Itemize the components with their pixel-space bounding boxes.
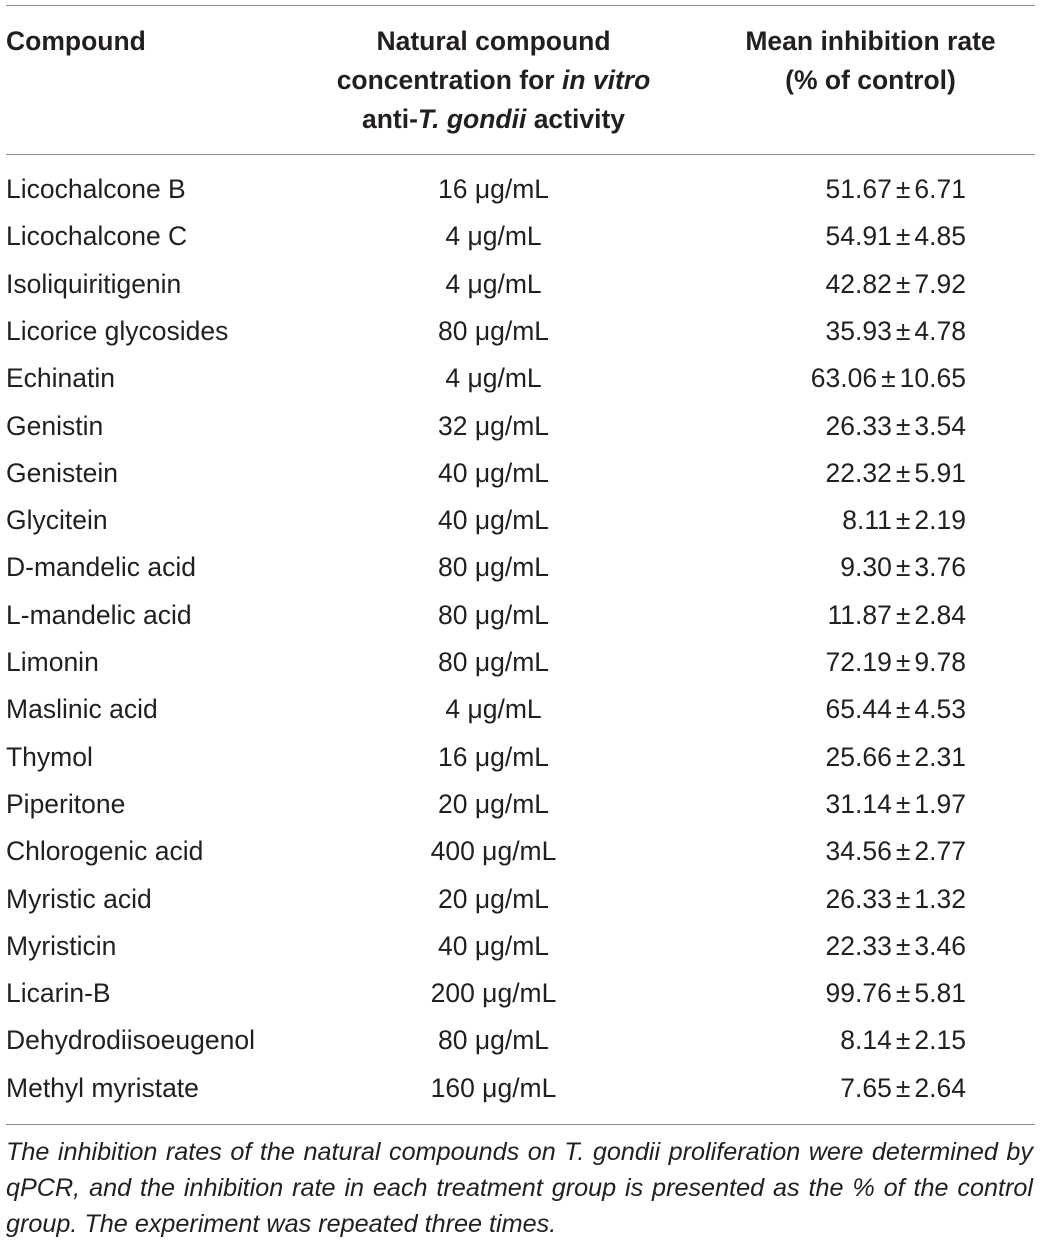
inhibition-rate <box>746 639 966 686</box>
table-footnote: The inhibition rates of the natural compounds on T. gondii proliferation were determined by qPCR, and the inhibition rate in each treatment group is presented as the % of the control group. The experiment was repeated three times. <box>6 1138 1033 1238</box>
inhibition-sd: 1.32 <box>914 883 966 914</box>
inhibition-rate <box>746 213 966 260</box>
table-row <box>6 544 1035 591</box>
compound-name: Isoliquiritigenin <box>6 268 182 299</box>
inhibition-sd: 5.81 <box>914 978 966 1009</box>
inhibition-mean: 63.06 <box>810 363 878 394</box>
compound-name: L-mandelic acid <box>6 599 192 630</box>
compound-concentration: 32 μg/mL <box>437 410 550 441</box>
inhibition-mean: 25.66 <box>825 741 892 772</box>
inhibition-mean: 8.11 <box>842 505 892 536</box>
top-rule <box>6 5 1035 6</box>
inhibition-rate <box>746 308 966 355</box>
compound-name: Dehydrodiisoeugenol <box>6 1025 255 1056</box>
table-row <box>6 592 1035 639</box>
compound-concentration: 200 μg/mL <box>430 978 557 1009</box>
compound-concentration: 20 μg/mL <box>437 788 550 819</box>
inhibition-sd: 3.54 <box>914 410 966 441</box>
table-row <box>6 970 1035 1017</box>
compound-name: Genistin <box>6 410 104 441</box>
inhibition-rate <box>746 828 966 875</box>
compound-concentration: 40 μg/mL <box>437 457 550 488</box>
inhibition-mean: 26.33 <box>825 410 892 441</box>
compound-name: Licarin-B <box>6 978 111 1009</box>
table-row <box>6 261 1035 308</box>
table-row <box>6 497 1035 544</box>
compound-name: Licochalcone B <box>6 174 186 204</box>
table-row <box>6 876 1035 923</box>
compound-name: Licorice glycosides <box>6 315 229 346</box>
table-row <box>6 734 1035 781</box>
plus-minus-symbol: ± <box>895 552 911 583</box>
plus-minus-symbol: ± <box>895 505 911 536</box>
table-row <box>6 686 1035 733</box>
table-row <box>6 1017 1035 1064</box>
inhibition-rate <box>746 734 966 781</box>
compound-name: Maslinic acid <box>6 694 158 725</box>
inhibition-rate <box>746 450 966 497</box>
plus-minus-symbol: ± <box>895 1072 911 1103</box>
inhibition-mean: 8.14 <box>840 1025 892 1056</box>
plus-minus-symbol: ± <box>895 174 911 204</box>
inhibition-mean: 7.65 <box>840 1072 892 1103</box>
inhibition-rate <box>746 781 966 828</box>
inhibition-rate <box>746 544 966 591</box>
inhibition-mean: 99.76 <box>825 978 892 1009</box>
inhibition-rate <box>746 261 966 308</box>
plus-minus-symbol: ± <box>881 363 896 394</box>
plus-minus-symbol: ± <box>895 410 911 441</box>
plus-minus-symbol: ± <box>895 788 911 819</box>
compound-concentration: 40 μg/mL <box>437 505 550 536</box>
inhibition-mean: 26.33 <box>825 883 892 914</box>
plus-minus-symbol: ± <box>895 599 911 630</box>
table-row <box>6 355 1035 402</box>
compound-concentration: 80 μg/mL <box>437 1025 550 1056</box>
inhibition-mean: 54.91 <box>825 221 892 252</box>
compound-name: D-mandelic acid <box>6 552 196 583</box>
inhibition-rate <box>746 1065 966 1112</box>
inhibition-rate <box>746 970 966 1017</box>
bottom-rule <box>6 1124 1035 1125</box>
compound-concentration: 4 μg/mL <box>445 268 542 299</box>
plus-minus-symbol: ± <box>895 741 911 772</box>
compound-name: Echinatin <box>6 363 116 394</box>
inhibition-sd: 1.97 <box>914 788 966 819</box>
inhibition-sd: 5.91 <box>914 457 966 488</box>
inhibition-sd: 2.19 <box>914 505 966 536</box>
plus-minus-symbol: ± <box>895 457 911 488</box>
compound-name: Licochalcone C <box>6 221 188 252</box>
compound-concentration: 40 μg/mL <box>437 930 550 961</box>
header-concentration: Natural compound concentration for in vitro anti-T. gondii activity <box>336 26 651 134</box>
compound-name: Myristic acid <box>6 883 152 914</box>
inhibition-rate <box>746 686 966 733</box>
plus-minus-symbol: ± <box>895 221 911 252</box>
table-row <box>6 450 1035 497</box>
plus-minus-symbol: ± <box>895 268 911 299</box>
compound-concentration: 80 μg/mL <box>437 315 550 346</box>
inhibition-sd: 4.78 <box>914 315 966 346</box>
inhibition-rate <box>746 497 966 544</box>
inhibition-mean: 42.82 <box>825 268 892 299</box>
inhibition-sd: 4.85 <box>914 221 966 252</box>
inhibition-sd: 9.78 <box>914 647 966 677</box>
inhibition-mean: 22.32 <box>825 457 892 488</box>
inhibition-sd: 2.31 <box>914 741 966 772</box>
inhibition-sd: 10.65 <box>899 363 966 394</box>
inhibition-mean: 9.30 <box>840 552 892 583</box>
table-row <box>6 308 1035 355</box>
compound-concentration: 80 μg/mL <box>437 599 550 630</box>
inhibition-rate <box>746 166 966 213</box>
inhibition-mean: 11.87 <box>827 599 892 630</box>
inhibition-mean: 35.93 <box>825 315 892 346</box>
inhibition-rate <box>746 403 966 450</box>
inhibition-mean: 31.14 <box>825 788 892 819</box>
inhibition-sd: 2.64 <box>914 1072 966 1103</box>
compound-concentration: 16 μg/mL <box>437 741 550 772</box>
inhibition-sd: 3.46 <box>914 930 966 961</box>
header-rule <box>6 154 1035 155</box>
plus-minus-symbol: ± <box>895 930 911 961</box>
inhibition-mean: 22.33 <box>825 930 892 961</box>
compound-concentration: 80 μg/mL <box>437 552 550 583</box>
inhibition-sd: 2.84 <box>914 599 966 630</box>
compound-concentration: 160 μg/mL <box>430 1072 557 1103</box>
compound-name: Methyl myristate <box>6 1072 199 1103</box>
inhibition-sd: 2.15 <box>914 1025 966 1056</box>
inhibition-sd: 6.71 <box>914 174 966 204</box>
plus-minus-symbol: ± <box>895 647 911 677</box>
compound-concentration: 20 μg/mL <box>437 883 550 914</box>
table-row <box>6 1065 1035 1112</box>
inhibition-rate <box>746 1017 966 1064</box>
table-row <box>6 639 1035 686</box>
inhibition-rate <box>746 923 966 970</box>
plus-minus-symbol: ± <box>895 694 911 725</box>
inhibition-mean: 65.44 <box>825 694 892 725</box>
plus-minus-symbol: ± <box>895 315 911 346</box>
plus-minus-symbol: ± <box>895 836 911 867</box>
table-row <box>6 781 1035 828</box>
compound-concentration: 80 μg/mL <box>437 647 550 677</box>
header-mean-inhibition: Mean inhibition rate (% of control) <box>745 26 996 95</box>
inhibition-sd: 4.53 <box>914 694 966 725</box>
compound-name: Genistein <box>6 457 118 488</box>
inhibition-rate <box>746 355 966 402</box>
inhibition-mean: 72.19 <box>825 647 892 677</box>
table-row <box>6 166 1035 213</box>
table-row <box>6 828 1035 875</box>
inhibition-mean: 34.56 <box>825 836 892 867</box>
inhibition-rate <box>746 876 966 923</box>
compound-concentration: 4 μg/mL <box>445 363 542 394</box>
compound-concentration: 16 μg/mL <box>437 174 550 204</box>
compound-name: Piperitone <box>6 788 126 819</box>
plus-minus-symbol: ± <box>895 883 911 914</box>
compound-concentration: 400 μg/mL <box>430 836 557 867</box>
table-row <box>6 403 1035 450</box>
inhibition-mean: 51.67 <box>825 174 892 204</box>
compound-concentration: 4 μg/mL <box>445 694 542 725</box>
compound-concentration: 4 μg/mL <box>445 221 542 252</box>
plus-minus-symbol: ± <box>895 1025 911 1056</box>
compound-name: Thymol <box>6 741 93 772</box>
compound-name: Chlorogenic acid <box>6 836 204 867</box>
inhibition-sd: 7.92 <box>914 268 966 299</box>
inhibition-rate <box>746 592 966 639</box>
compound-name: Myristicin <box>6 930 117 961</box>
compound-name: Glycitein <box>6 505 108 536</box>
header-compound: Compound <box>6 26 146 56</box>
table-row <box>6 923 1035 970</box>
compound-name: Limonin <box>6 647 99 677</box>
inhibition-sd: 3.76 <box>914 552 966 583</box>
plus-minus-symbol: ± <box>895 978 911 1009</box>
inhibition-sd: 2.77 <box>914 836 966 867</box>
table-row <box>6 213 1035 260</box>
